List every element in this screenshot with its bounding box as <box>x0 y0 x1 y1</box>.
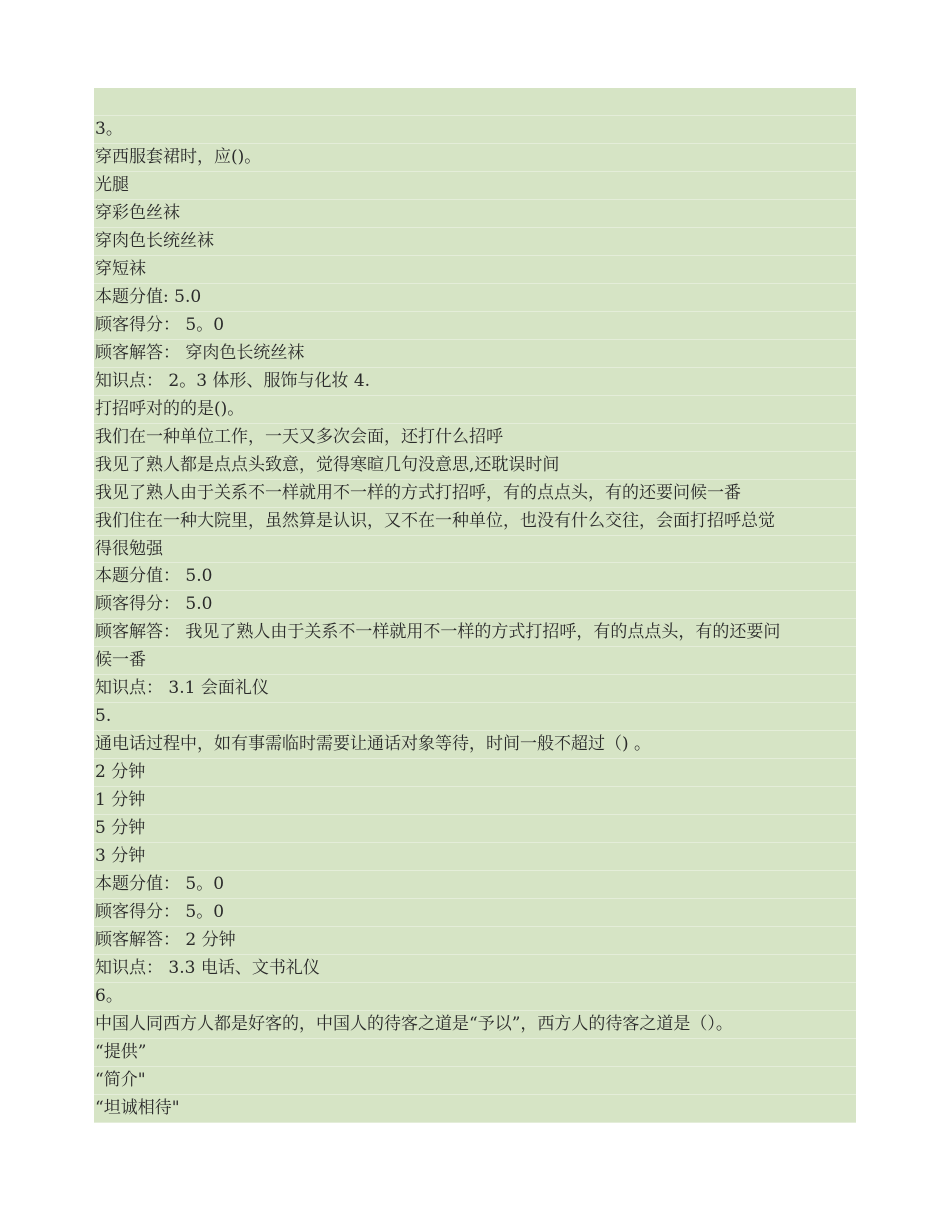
option: 3 分钟 <box>94 843 856 871</box>
question-number: 6。 <box>94 983 856 1011</box>
option-continued: 得很勉强 <box>94 536 856 564</box>
question-text: 打招呼对的的是()。 <box>94 396 856 424</box>
option: 5 分钟 <box>94 815 856 843</box>
question-text: 通电话过程中，如有事需临时需要让通话对象等待，时间一般不超过（) 。 <box>94 731 856 759</box>
question-score: 本题分值: 5.0 <box>94 284 856 312</box>
user-score: 顾客得分： 5。0 <box>94 899 856 927</box>
option: 我们住在一种大院里，虽然算是认识，又不在一种单位，也没有什么交往，会面打招呼总觉 <box>94 508 856 536</box>
question-score: 本题分值： 5.0 <box>94 563 856 591</box>
knowledge-point: 知识点： 3.3 电话、文书礼仪 <box>94 955 856 983</box>
question-text: 中国人同西方人都是好客的，中国人的待客之道是“予以”，西方人的待客之道是（）。 <box>94 1011 856 1039</box>
question-number: 5. <box>94 703 856 731</box>
option: 我见了熟人由于关系不一样就用不一样的方式打招呼，有的点点头，有的还要问候一番 <box>94 480 856 508</box>
option: 穿肉色长统丝袜 <box>94 228 856 256</box>
knowledge-point: 知识点： 2。3 体形、服饰与化妆 4. <box>94 368 856 396</box>
user-answer: 顾客解答： 穿肉色长统丝袜 <box>94 340 856 368</box>
option: 我们在一种单位工作，一天又多次会面，还打什么招呼 <box>94 424 856 452</box>
knowledge-point: 知识点： 3.1 会面礼仪 <box>94 675 856 703</box>
question-text: 穿西服套裙时，应()。 <box>94 144 856 172</box>
option: 1 分钟 <box>94 787 856 815</box>
question-score: 本题分值： 5。0 <box>94 871 856 899</box>
option: 我见了熟人都是点点头致意，觉得寒暄几句没意思,还耽误时间 <box>94 452 856 480</box>
user-answer: 顾客解答： 2 分钟 <box>94 927 856 955</box>
user-answer-continued: 候一番 <box>94 647 856 675</box>
question-number: 3。 <box>94 116 856 144</box>
option: 穿短袜 <box>94 256 856 284</box>
document-body <box>94 88 856 1123</box>
option: 2 分钟 <box>94 759 856 787</box>
option: 光腿 <box>94 172 856 200</box>
user-answer: 顾客解答： 我见了熟人由于关系不一样就用不一样的方式打招呼，有的点点头，有的还要问 <box>94 619 856 647</box>
option: “简介" <box>94 1067 856 1095</box>
user-score: 顾客得分： 5.0 <box>94 591 856 619</box>
option: “坦诚相待" <box>94 1095 856 1123</box>
option: 穿彩色丝袜 <box>94 200 856 228</box>
user-score: 顾客得分： 5。0 <box>94 312 856 340</box>
blank-line <box>94 88 856 116</box>
option: “提供” <box>94 1039 856 1067</box>
